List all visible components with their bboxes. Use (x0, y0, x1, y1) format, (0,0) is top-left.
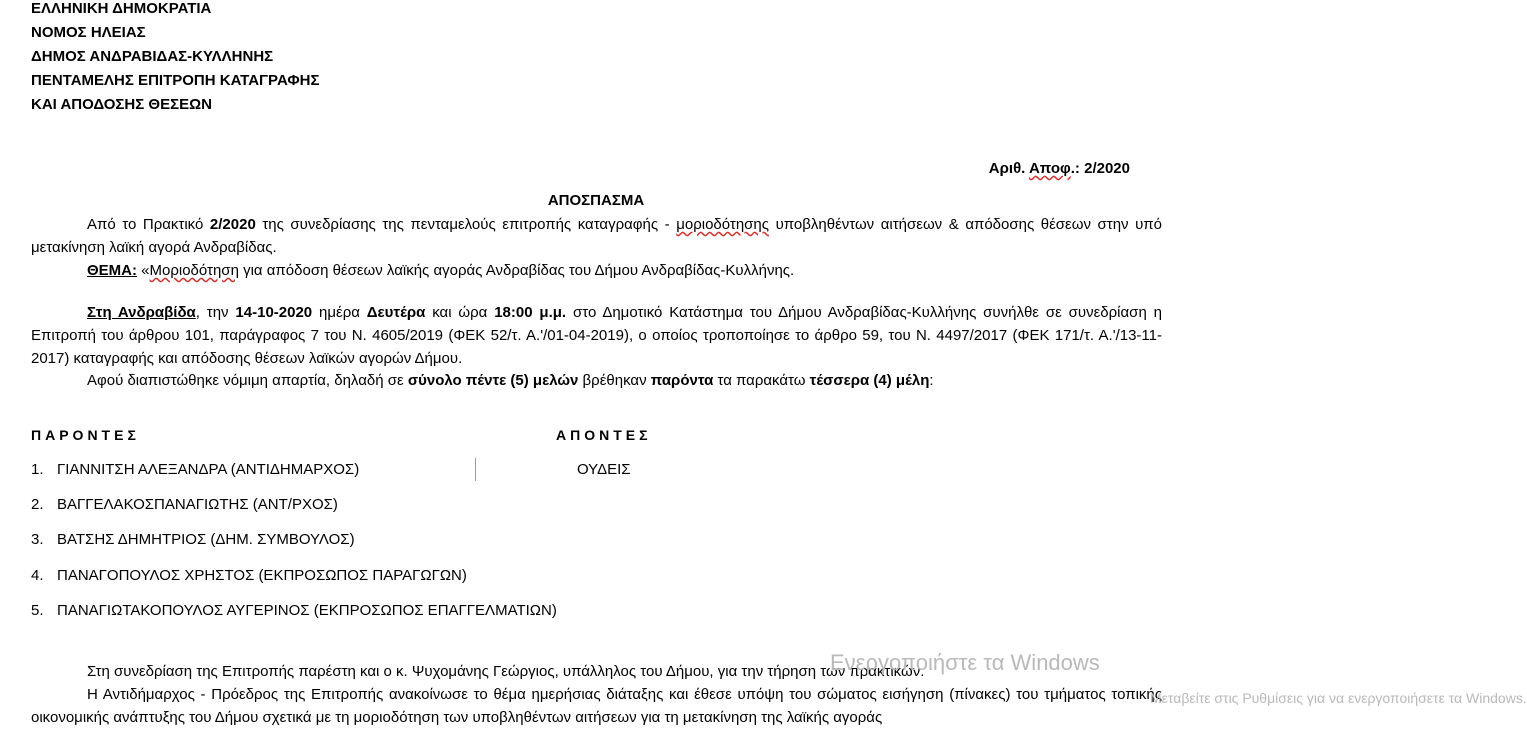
document-title: ΑΠΟΣΠΑΣΜΑ (547, 192, 645, 209)
decision-number (989, 160, 1130, 177)
quorum-text-3: τα παρακάτω (713, 372, 810, 389)
absent-members: ΟΥΔΕΙΣ (577, 461, 631, 478)
present-member-item (31, 602, 557, 620)
quorum-text-2: βρέθηκαν (578, 372, 651, 389)
subject-line (31, 259, 1162, 282)
closing-proposal-text: Η Αντιδήμαρχος - Πρόεδρος της Επιτροπής ανακοίνωσε το θέμα ημερήσιας διάταξης και έθεσε υπόψη του σώματος εισήγηση (πίνακες) του τμήματος τοπικής οικονομικής ανάπτυξης του Δήμου σχετικά με τη μοριοδότηση των υποβληθέντων αιτήσεων για τη μετακίνηση της λαϊκής αγοράς (31, 686, 1162, 726)
present-member-name: ΒΑΓΓΕΛΑΚΟΣΠΑΝΑΓΙΩΤΗΣ (ΑΝΤ/ΡΧΟΣ) (57, 496, 338, 513)
meeting-text-2: ημέρα (312, 304, 367, 321)
activation-watermark-subtitle: Μεταβείτε στις Ρυθμίσεις για να ενεργοποιήσετε τα Windows. (1150, 690, 1527, 706)
present-member-item (31, 461, 359, 479)
present-member-number: 1. (31, 461, 44, 478)
present-member-number: 5. (31, 602, 44, 619)
quorum-text-1: Αφού διαπιστώθηκε νόμιμη απαρτία, δηλαδή σε (87, 372, 408, 389)
decision-number-label-abbrev: Αποφ (1028, 160, 1071, 177)
present-member-number: 4. (31, 567, 44, 584)
meeting-paragraph (31, 301, 1162, 370)
meeting-date: 14-10-2020 (235, 304, 313, 321)
decision-number-label-post: .: (1070, 160, 1085, 177)
subject-label: ΘΕΜΑ: (87, 262, 137, 279)
column-divider (475, 458, 476, 481)
header-line-committee-cont: ΚΑΙ ΑΠΟΔΟΣΗΣ ΘΕΣΕΩΝ (31, 96, 212, 113)
present-member-item (31, 496, 338, 514)
header-line-municipality: ΔΗΜΟΣ ΑΝΔΡΑΒΙΔΑΣ-ΚΥΛΛΗΝΗΣ (31, 48, 274, 65)
quorum-paragraph (31, 369, 1162, 392)
intro-text-1: Από το Πρακτικό (87, 216, 210, 233)
intro-scoring-word: μοριοδότησης (676, 216, 770, 233)
decision-number-value: 2/2020 (1084, 160, 1130, 177)
header-line-republic: ΕΛΛΗΝΙΚΗ ΔΗΜΟΚΡΑΤΙΑ (31, 0, 212, 17)
quorum-total: σύνολο πέντε (5) μελών (407, 372, 579, 389)
absent-header: ΑΠΟΝΤΕΣ (556, 427, 652, 443)
quorum-present-word: παρόντα (650, 372, 714, 389)
present-member-item (31, 531, 355, 549)
meeting-text-1: , την (195, 304, 236, 321)
header-line-prefecture: ΝΟΜΟΣ ΗΛΕΙΑΣ (31, 24, 146, 41)
subject-text-1: « (137, 262, 150, 279)
quorum-text-4: : (929, 372, 934, 389)
closing-clerk-text: Στη συνεδρίαση της Επιτροπής παρέστη και ο κ. Ψυχομάνης Γεώργιος, υπάλληλος του Δήμου, για την τήρηση των πρακτικών. (87, 663, 925, 680)
present-header: ΠΑΡΟΝΤΕΣ (31, 427, 140, 443)
present-member-name: ΒΑΤΣΗΣ ΔΗΜΗΤΡΙΟΣ (ΔΗΜ. ΣΥΜΒΟΥΛΟΣ) (57, 531, 355, 548)
quorum-count: τέσσερα (4) μέλη (809, 372, 930, 389)
subject-scoring-word: Μοριοδότηση (149, 262, 239, 279)
present-member-number: 2. (31, 496, 44, 513)
meeting-text-3: και ώρα (425, 304, 495, 321)
present-member-name: ΓΙΑΝΝΙΤΣΗ ΑΛΕΞΑΝΔΡΑ (ΑΝΤΙΔΗΜΑΡΧΟΣ) (57, 461, 360, 478)
present-member-name: ΠΑΝΑΓΙΩΤΑΚΟΠΟΥΛΟΣ ΑΥΓΕΡΙΝΟΣ (ΕΚΠΡΟΣΩΠΟΣ ΕΠΑΓΓΕΛΜΑΤΙΩΝ) (57, 602, 557, 619)
meeting-text-4: στο Δημοτικό Κατάστημα του Δήμου Ανδραβίδας-Κυλλήνης συνήλθε σε συνεδρίαση η Επιτροπή του άρθρου 101, παράγραφος 7 του Ν. 4605/2019 (ΦΕΚ 52/τ. Α.'/01-04-2019), ο οποίος τροποποίησε το άρθρο 59, του Ν. 4497/2017 (ΦΕΚ 171/τ. Α.'/13-11-2017) καταγραφής και απόδοσης θέσεων λαϊκών αγορών Δήμου. (31, 304, 1162, 367)
decision-number-label-pre: Αριθ. (988, 160, 1029, 177)
intro-paragraph (31, 213, 1162, 259)
header-line-committee: ΠΕΝΤΑΜΕΛΗΣ ΕΠΙΤΡΟΠΗ ΚΑΤΑΓΡΑΦΗΣ (31, 72, 320, 89)
meeting-time: 18:00 μ.μ. (494, 304, 567, 321)
present-member-name: ΠΑΝΑΓΟΠΟΥΛΟΣ ΧΡΗΣΤΟΣ (ΕΚΠΡΟΣΩΠΟΣ ΠΑΡΑΓΩΓΩΝ) (57, 567, 467, 584)
subject-text-2: για απόδοση θέσεων λαϊκής αγοράς Ανδραβίδας του Δήμου Ανδραβίδας-Κυλλήνης. (238, 262, 795, 279)
intro-text-3: υποβληθέντων αιτήσεων & απόδοσης θέσεων στην υπό μετακίνηση λαϊκή αγορά Ανδραβίδας. (31, 216, 1162, 256)
present-member-item (31, 567, 467, 585)
meeting-day: Δευτέρα (366, 304, 426, 321)
closing-paragraph-proposal (31, 683, 1162, 729)
meeting-place: Στη Ανδραβίδα (87, 304, 196, 321)
intro-minutes-number: 2/2020 (209, 216, 256, 233)
intro-text-2: της συνεδρίασης της πενταμελούς επιτροπής καταγραφής - (255, 216, 677, 233)
activation-watermark-title: Ενεργοποιήστε τα Windows (830, 650, 1100, 675)
present-member-number: 3. (31, 531, 44, 548)
